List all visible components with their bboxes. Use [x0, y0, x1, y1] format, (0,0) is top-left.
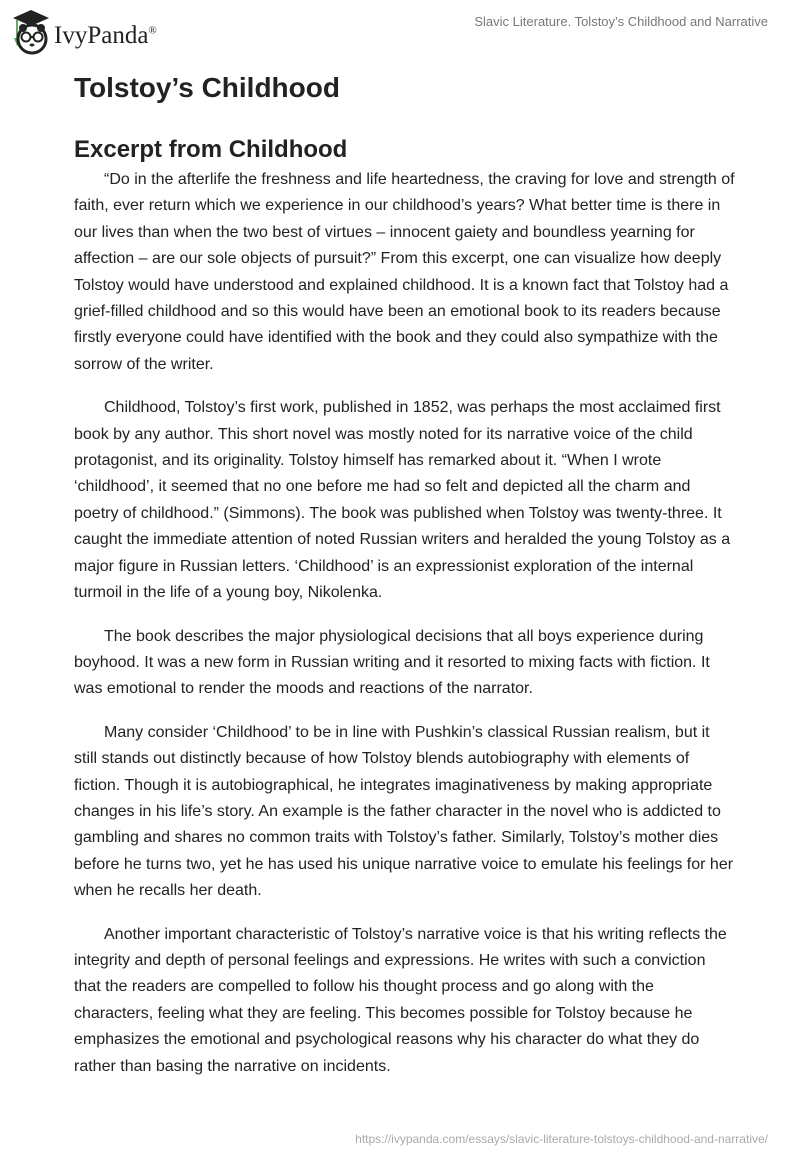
paragraph: The book describes the major physiological decisions that all boys experience during boyhood. It was a new form in Russian writing and it resorted to mixing facts with fiction. It was emotional to render the moods and reactions of the narrator.	[74, 627, 710, 698]
section-heading: Excerpt from Childhood	[74, 136, 348, 163]
panda-graduate-icon	[12, 8, 50, 56]
logo-text: IvyPanda	[54, 22, 149, 49]
paragraph: Many consider ‘Childhood’ to be in line with Pushkin’s classical Russian realism, but it still stands out distinctly because of how Tolstoy blends autobiography with elements of fiction. Though it is autobiographical, he integrates imaginativeness by making appropriate changes in his life’s story. An example is the father character in the novel who is addicted to gambling and shares no common traits with Tolstoy’s father. Similarly, Tolstoy’s mother dies before he turns two, yet he has used his unique narrative voice to emulate his feelings for her when he recalls her death.	[74, 723, 734, 900]
source-url[interactable]: https://ivypanda.com/essays/slavic-literature-tolstoys-childhood-and-narrative/	[355, 1132, 768, 1146]
article-body	[74, 167, 736, 1097]
page-title: Tolstoy’s Childhood	[74, 72, 340, 103]
registered-mark: ®	[148, 24, 157, 37]
document-title: Slavic Literature. Tolstoy’s Childhood and Narrative	[474, 14, 768, 29]
ivypanda-logo[interactable]	[12, 8, 157, 56]
paragraph: “Do in the afterlife the freshness and life heartedness, the craving for love and strength of faith, ever return which we experience in our childhood’s years? What better time is there in our lives than when the two best of virtues – innocent gaiety and boundless yearning for affection – are our sole objects of pursuit?” From this excerpt, one can visualize how deeply Tolstoy would have understood and explained childhood. It is a known fact that Tolstoy had a grief-filled childhood and so this would have been an emotional book to its readers because firstly everyone could have identified with the book and they could also sympathize with the sorrow of the writer.	[74, 171, 735, 373]
paragraph: Another important characteristic of Tolstoy’s narrative voice is that his writing reflects the integrity and depth of personal feelings and expressions. He writes with such a conviction that the readers are compelled to follow his thought process and go along with the characters, feeling what they are feeling. This becomes possible for Tolstoy because he emphasizes the emotional and psychological reasons why his character do what they do rather than basing the narrative on incidents.	[74, 925, 727, 1075]
paragraph: Childhood, Tolstoy’s first work, published in 1852, was perhaps the most acclaimed first book by any author. This short novel was mostly noted for its narrative voice of the child protagonist, and its originality. Tolstoy himself has remarked about it. “When I wrote ‘childhood’, it seemed that no one before me had so felt and depicted all the charm and poetry of childhood.” (Simmons). The book was published when Tolstoy was twenty-three. It caught the immediate attention of noted Russian writers and heralded the young Tolstoy as a major figure in Russian letters. ‘Childhood’ is an expressionist exploration of the internal turmoil in the life of a young boy, Nikolenka.	[74, 399, 731, 602]
